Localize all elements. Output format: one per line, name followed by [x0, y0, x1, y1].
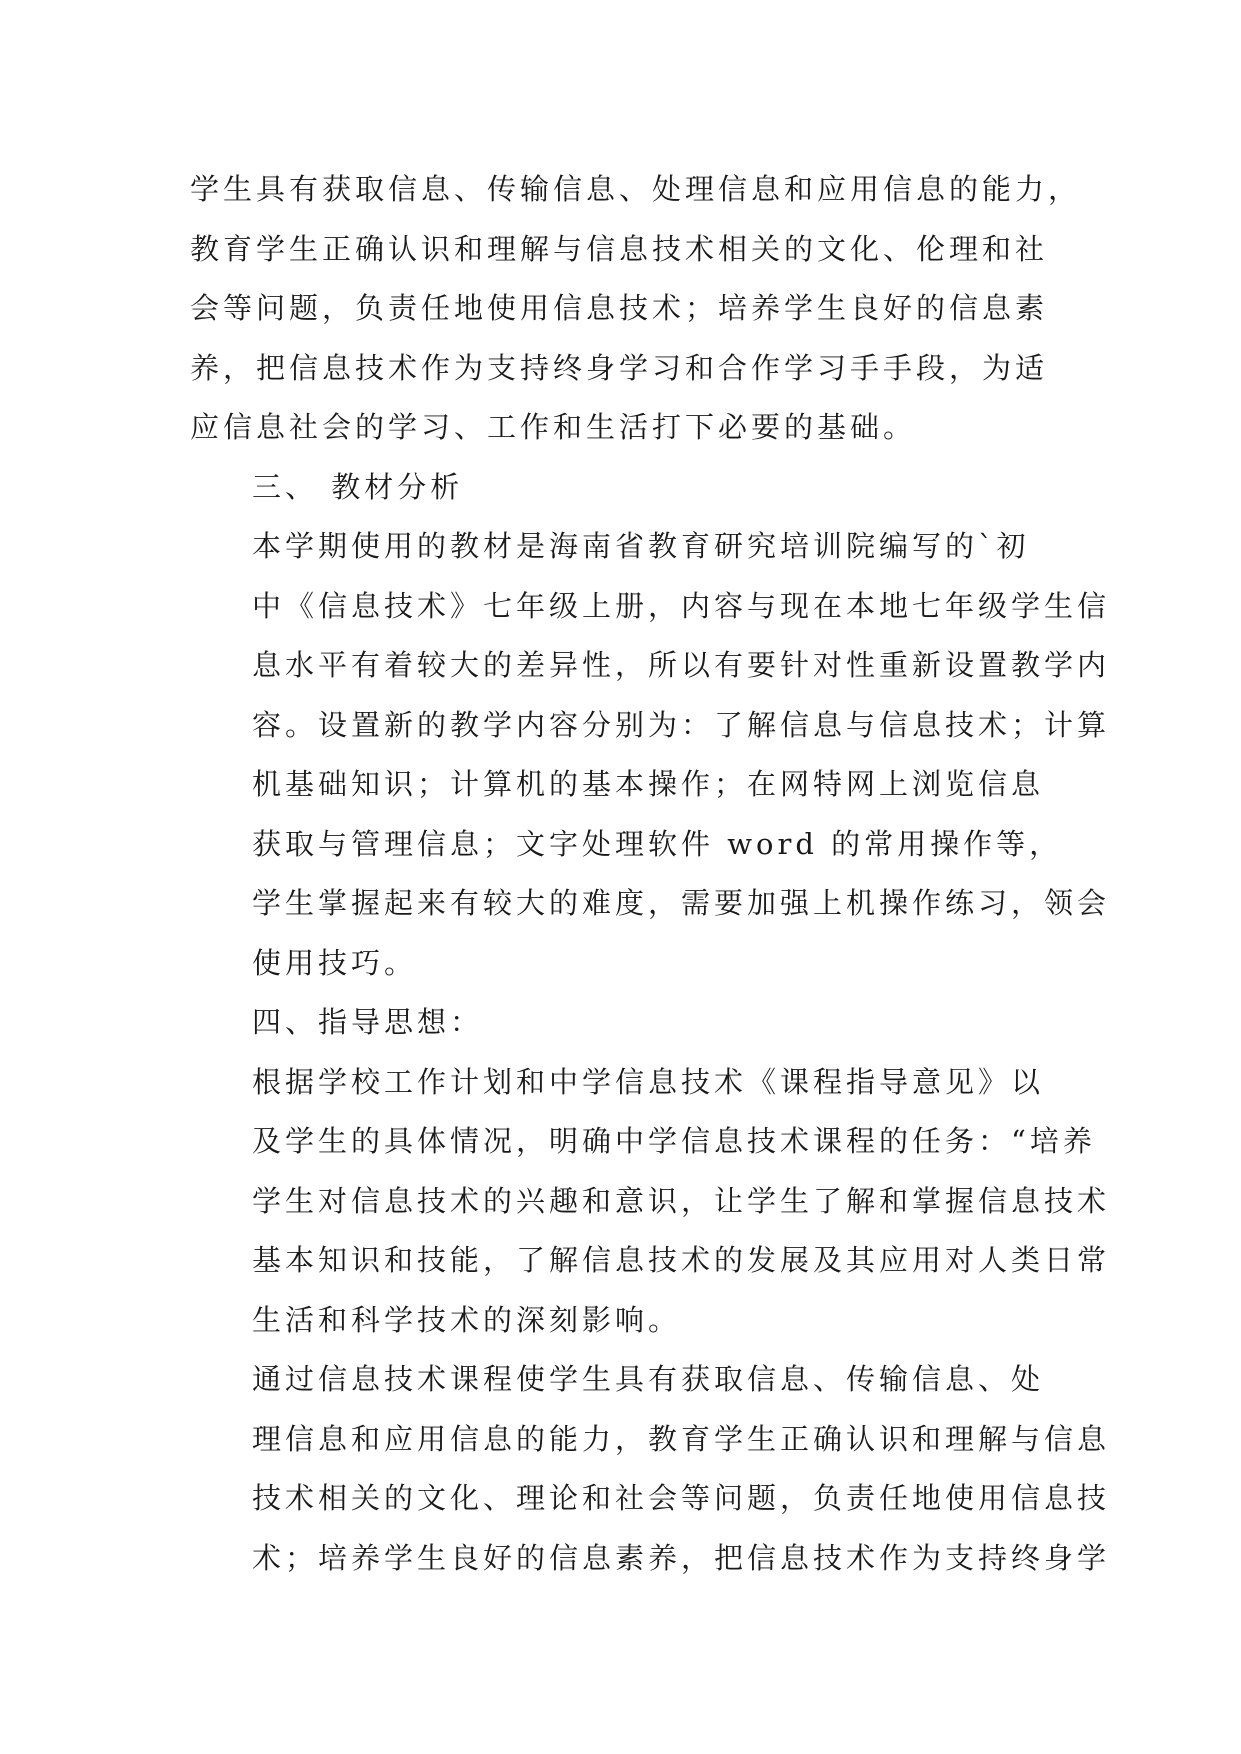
text-line: 会等问题，负责任地使用信息技术；培养学生良好的信息素: [190, 291, 1049, 325]
text-line: 教育学生正确认识和理解与信息技术相关的文化、伦理和社: [190, 231, 1049, 266]
text-line: 获取与管理信息；文字处理软件 word 的常用操作等，: [252, 826, 1063, 861]
text-line: 生活和科学技术的深刻影响。: [252, 1302, 682, 1337]
document-body: [190, 160, 1111, 1588]
text-line: 学生对信息技术的兴趣和意识，让学生了解和掌握信息技术: [252, 1183, 1111, 1218]
text-line: 应信息社会的学习、工作和生活打下必要的基础。: [190, 410, 917, 444]
text-line: 理信息和应用信息的能力，教育学生正确认识和理解与信息: [252, 1421, 1111, 1456]
text-line: 及学生的具体情况，明确中学信息技术课程的任务：“培养: [252, 1124, 1096, 1158]
text-line: 机基础知识；计算机的基本操作；在网特网上浏览信息: [252, 767, 1045, 801]
text-line: 中《信息技术》七年级上册，内容与现在本地七年级学生信: [252, 588, 1111, 623]
text-line: 息水平有着较大的差异性，所以有要针对性重新设置教学内: [252, 648, 1111, 682]
text-line: 容。设置新的教学内容分别为：了解信息与信息技术；计算: [252, 707, 1111, 742]
text-line: 技术相关的文化、理论和社会等问题，负责任地使用信息技: [252, 1481, 1111, 1515]
section-heading-textbook-analysis: [190, 458, 1050, 518]
text-line: 学生具有获取信息、传输信息、处理信息和应用信息的能力，: [190, 172, 1082, 206]
paragraph-word-skills: [190, 815, 1111, 994]
section-heading-guiding-ideology: [190, 993, 1050, 1053]
text-line: 本学期使用的教材是海南省教育研究培训院编写的`初: [252, 529, 1030, 563]
text-line: 基本知识和技能，了解信息技术的发展及其应用对人类日常: [252, 1243, 1111, 1277]
paragraph-course-goals: [190, 1350, 1111, 1588]
text-line: 通过信息技术课程使学生具有获取信息、传输信息、处: [252, 1362, 1045, 1396]
text-line: 根据学校工作计划和中学信息技术《课程指导意见》以: [252, 1064, 1045, 1099]
heading-line: 四、指导思想：: [252, 1005, 484, 1039]
text-line: 养，把信息技术作为支持终身学习和合作学习手手段，为适: [190, 350, 1049, 385]
paragraph-guiding-ideology: [190, 1053, 1111, 1351]
text-line: 学生掌握起来有较大的难度，需要加强上机操作练习，领会: [252, 886, 1111, 920]
text-line: 术；培养学生良好的信息素养，把信息技术作为支持终身学: [252, 1540, 1111, 1575]
heading-line: 三、 教材分析: [252, 469, 464, 504]
text-line: 使用技巧。: [252, 945, 418, 980]
paragraph-textbook: [190, 517, 1111, 815]
paragraph-continuation: [190, 160, 1082, 458]
